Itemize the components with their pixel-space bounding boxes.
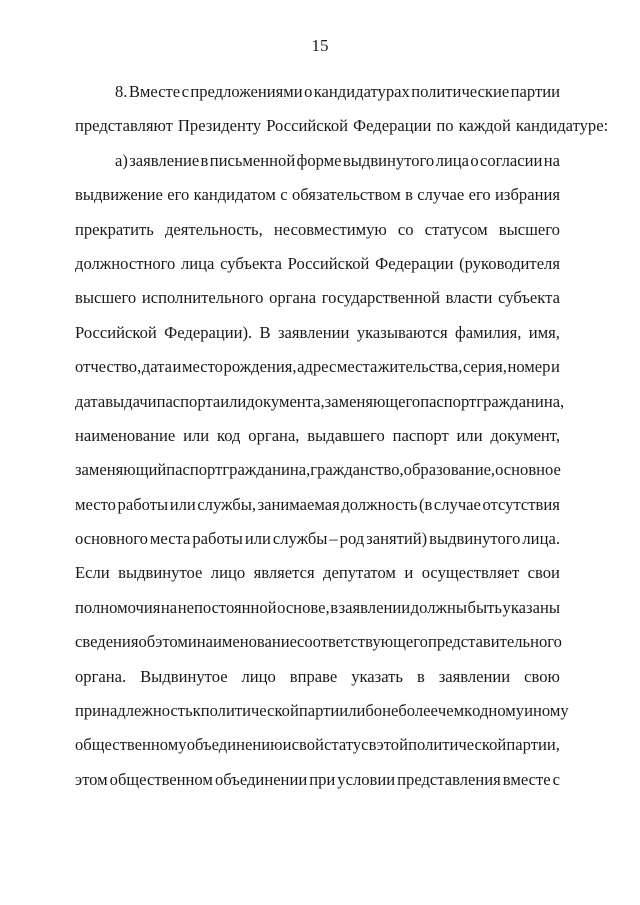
word: вправе bbox=[289, 666, 338, 686]
word: выдачи bbox=[105, 391, 157, 411]
word: политической bbox=[408, 735, 507, 755]
word: при bbox=[309, 769, 336, 789]
word: лицо bbox=[241, 666, 276, 686]
word: представительного bbox=[427, 632, 562, 652]
word: в bbox=[330, 597, 339, 617]
word: выдвинутого bbox=[429, 529, 521, 549]
word: – bbox=[329, 529, 338, 549]
word: этом bbox=[155, 632, 188, 652]
word: фамилия, bbox=[454, 322, 522, 342]
word: выдвинутое bbox=[118, 563, 203, 583]
word: серия, bbox=[462, 357, 507, 377]
word: этом bbox=[75, 769, 108, 789]
text-line bbox=[75, 625, 560, 659]
word: (руководителя bbox=[459, 253, 560, 273]
word: выдвижение bbox=[75, 185, 163, 205]
word: соответствующего bbox=[297, 632, 428, 652]
word: Российской bbox=[266, 116, 349, 136]
word: род bbox=[339, 529, 365, 549]
word: кандидатурах bbox=[313, 82, 410, 101]
text-line bbox=[75, 281, 560, 315]
text-line bbox=[75, 453, 560, 487]
word: органа bbox=[269, 288, 317, 308]
word: Если bbox=[75, 563, 110, 583]
word: жительства, bbox=[377, 357, 463, 377]
word: места bbox=[149, 529, 191, 549]
text-line bbox=[75, 247, 560, 281]
word: в bbox=[416, 666, 425, 686]
word: на bbox=[160, 597, 178, 617]
text-line bbox=[75, 213, 560, 247]
word: является bbox=[253, 563, 315, 583]
text-line bbox=[75, 385, 565, 419]
word: Выдвинутое bbox=[140, 666, 228, 686]
word: по bbox=[436, 116, 454, 136]
word: субъекта bbox=[220, 253, 282, 273]
word: представления bbox=[397, 769, 501, 789]
word: гражданина, bbox=[222, 460, 311, 480]
word: обязательством bbox=[291, 185, 401, 205]
word: службы bbox=[272, 529, 328, 549]
word: должны bbox=[410, 597, 467, 617]
word: В bbox=[259, 322, 271, 342]
word: основе, bbox=[277, 597, 330, 617]
word: выдавшего bbox=[307, 425, 385, 445]
word: лица bbox=[435, 150, 469, 170]
word: и bbox=[551, 357, 560, 377]
document-body bbox=[75, 75, 609, 797]
word: отсутствия bbox=[482, 494, 560, 514]
word: общественному bbox=[75, 735, 187, 755]
word: заявление bbox=[129, 150, 200, 170]
word: указаны bbox=[502, 597, 560, 617]
word: и bbox=[282, 735, 292, 755]
word: или bbox=[244, 529, 271, 549]
word: гражданство, bbox=[310, 460, 404, 480]
text-line bbox=[75, 350, 560, 384]
word: выдвинутого bbox=[342, 150, 435, 170]
word: 8. bbox=[115, 82, 128, 101]
word: высшего bbox=[498, 219, 560, 239]
word: не bbox=[382, 701, 399, 721]
word: свою bbox=[524, 666, 560, 686]
word: место bbox=[75, 494, 116, 514]
word: представляют bbox=[75, 116, 173, 136]
word: номер bbox=[507, 357, 551, 377]
word: вместе bbox=[502, 769, 551, 789]
word: полномочия bbox=[75, 597, 161, 617]
text-line bbox=[75, 109, 609, 143]
word: органа. bbox=[75, 666, 127, 686]
word: Президенту bbox=[177, 116, 262, 136]
word: лицо bbox=[210, 563, 246, 583]
word: паспорт bbox=[420, 391, 477, 411]
word: кандидатуре: bbox=[515, 116, 609, 136]
word: или bbox=[220, 391, 247, 411]
word: свои bbox=[527, 563, 560, 583]
word: случае bbox=[417, 185, 465, 205]
word: каждой bbox=[458, 116, 511, 136]
text-line bbox=[75, 556, 560, 590]
word: партии bbox=[298, 701, 349, 721]
word: отчество, bbox=[75, 357, 142, 377]
word: лица bbox=[181, 253, 215, 273]
word: занятий) bbox=[366, 529, 428, 549]
word: случае bbox=[433, 494, 481, 514]
word: форме bbox=[296, 150, 342, 170]
word: и bbox=[172, 357, 182, 377]
word: наименование bbox=[75, 425, 176, 445]
word: принадлежность bbox=[75, 701, 193, 721]
word: имя, bbox=[528, 322, 560, 342]
page-number: 15 bbox=[311, 36, 329, 55]
word: предложениями bbox=[190, 82, 303, 101]
word: и bbox=[404, 563, 414, 583]
word: заявлении bbox=[277, 322, 350, 342]
word: на bbox=[543, 150, 560, 170]
word: основное bbox=[495, 460, 561, 480]
word: партии bbox=[510, 82, 560, 101]
word: службы, bbox=[197, 494, 257, 514]
word: должность bbox=[341, 494, 418, 514]
word: со bbox=[397, 219, 414, 239]
text-line bbox=[75, 694, 569, 728]
word: Федерации bbox=[375, 253, 454, 273]
word: о bbox=[304, 82, 313, 101]
word: места bbox=[336, 357, 378, 377]
word: письменной bbox=[209, 150, 296, 170]
word: должностного bbox=[75, 253, 176, 273]
word: сведения bbox=[75, 632, 139, 652]
word: с bbox=[552, 769, 560, 789]
text-line bbox=[75, 522, 560, 556]
word: его bbox=[468, 185, 491, 205]
word: в bbox=[368, 735, 377, 755]
word: быть bbox=[467, 597, 502, 617]
word: статусом bbox=[424, 219, 488, 239]
word: Российской bbox=[287, 253, 370, 273]
word: согласии bbox=[479, 150, 543, 170]
word: дата bbox=[141, 357, 172, 377]
word: Федерации). bbox=[164, 322, 253, 342]
word: с bbox=[181, 82, 189, 101]
word: паспорт bbox=[392, 425, 449, 445]
text-line bbox=[75, 178, 560, 212]
word: к bbox=[464, 701, 473, 721]
word: общественном bbox=[109, 769, 213, 789]
word: осуществляет bbox=[421, 563, 520, 583]
word: наименование bbox=[196, 632, 298, 652]
word: паспорта bbox=[156, 391, 221, 411]
word: статус bbox=[324, 735, 369, 755]
word: лица. bbox=[522, 529, 560, 549]
word: работы bbox=[192, 529, 243, 549]
word: высшего bbox=[75, 288, 137, 308]
word: в bbox=[200, 150, 209, 170]
text-line bbox=[75, 660, 560, 694]
word: условии bbox=[337, 769, 396, 789]
word: прекратить bbox=[75, 219, 154, 239]
word: заменяющего bbox=[324, 391, 421, 411]
word: заявлении bbox=[338, 597, 411, 617]
word: власти bbox=[445, 288, 493, 308]
word: рождения, bbox=[223, 357, 297, 377]
word: одному bbox=[472, 701, 525, 721]
word: его bbox=[167, 185, 190, 205]
word: партии, bbox=[506, 735, 560, 755]
word: более bbox=[398, 701, 438, 721]
word: исполнительного bbox=[141, 288, 264, 308]
text-line bbox=[75, 763, 560, 797]
word: или bbox=[456, 425, 483, 445]
word: образование, bbox=[403, 460, 496, 480]
word: заявлении bbox=[438, 666, 511, 686]
word: государственной bbox=[321, 288, 441, 308]
word: заменяющий bbox=[75, 460, 167, 480]
word: гражданина, bbox=[476, 391, 565, 411]
word: либо bbox=[348, 701, 383, 721]
word: (в bbox=[418, 494, 433, 514]
word: кандидатом bbox=[193, 185, 276, 205]
word: работы bbox=[117, 494, 169, 514]
word: с bbox=[280, 185, 288, 205]
word: непостоянной bbox=[177, 597, 277, 617]
text-line bbox=[75, 316, 560, 350]
word: депутатом bbox=[323, 563, 396, 583]
word: адрес bbox=[297, 357, 337, 377]
text-line bbox=[75, 591, 560, 625]
word: деятельность, bbox=[164, 219, 263, 239]
word: о bbox=[470, 150, 479, 170]
word: объединению bbox=[186, 735, 283, 755]
word: или bbox=[183, 425, 210, 445]
text-line bbox=[75, 488, 560, 522]
word: политической bbox=[200, 701, 299, 721]
word: этой bbox=[376, 735, 408, 755]
word: Российской bbox=[75, 322, 157, 342]
word: занимаемая bbox=[257, 494, 340, 514]
word: объединении bbox=[214, 769, 308, 789]
word: Вместе bbox=[128, 82, 181, 101]
word: избрания bbox=[495, 185, 560, 205]
word: иному bbox=[524, 701, 569, 721]
text-line bbox=[75, 728, 560, 762]
word: и bbox=[187, 632, 197, 652]
word: политические bbox=[411, 82, 510, 101]
word: указать bbox=[351, 666, 403, 686]
word: код bbox=[216, 425, 241, 445]
word: указываются bbox=[356, 322, 448, 342]
word: паспорт bbox=[166, 460, 223, 480]
text-line bbox=[75, 75, 560, 109]
word: дата bbox=[75, 391, 106, 411]
word: документ, bbox=[490, 425, 560, 445]
word: а) bbox=[115, 150, 128, 170]
word: в bbox=[405, 185, 413, 205]
word: свой bbox=[291, 735, 324, 755]
word: субъекта bbox=[498, 288, 560, 308]
word: Федерации bbox=[353, 116, 432, 136]
word: об bbox=[138, 632, 156, 652]
word: органа, bbox=[248, 425, 300, 445]
word: чем bbox=[437, 701, 465, 721]
word: к bbox=[192, 701, 201, 721]
word: место bbox=[181, 357, 223, 377]
word: основного bbox=[75, 529, 148, 549]
word: несовместимую bbox=[273, 219, 387, 239]
text-line bbox=[75, 144, 560, 178]
word: или bbox=[169, 494, 196, 514]
word: документа, bbox=[246, 391, 325, 411]
text-line bbox=[75, 419, 560, 453]
